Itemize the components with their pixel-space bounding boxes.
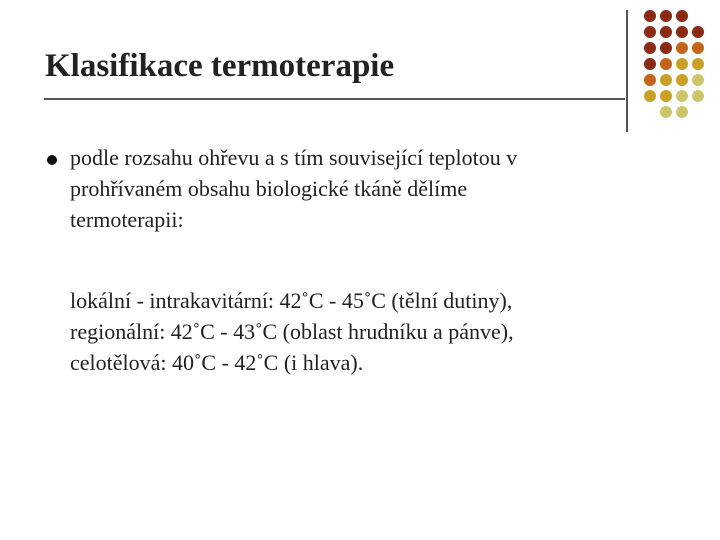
decor-dot: [692, 26, 704, 38]
decor-dot: [676, 90, 688, 102]
decor-dot: [692, 58, 704, 70]
decor-dot: [660, 42, 672, 54]
decor-dot: [644, 42, 656, 54]
bullet-paragraph: [70, 142, 670, 235]
decor-dot: [660, 74, 672, 86]
decor-dot: [692, 74, 704, 86]
decor-dot: [676, 10, 688, 22]
decor-dot: [660, 26, 672, 38]
slide-title: Klasifikace termoterapie: [45, 48, 395, 84]
decor-dot: [676, 106, 688, 118]
decor-dot: [644, 10, 656, 22]
text-line: celotělová: 40˚C - 42˚C (i hlava).: [70, 350, 364, 375]
decor-dot: [644, 74, 656, 86]
decor-dot: [660, 106, 672, 118]
decor-dot: [676, 42, 688, 54]
decor-dot: [660, 90, 672, 102]
title-underline: [44, 98, 625, 100]
bullet-icon: [47, 155, 57, 165]
text-line: prohřívaném obsahu biologické tkáně dělíme: [70, 176, 468, 201]
decor-dot: [644, 26, 656, 38]
decor-dot: [676, 58, 688, 70]
vertical-divider: [626, 10, 628, 132]
text-line: podle rozsahu ohřevu a s tím související teplotou v: [70, 145, 518, 170]
decor-dot: [644, 58, 656, 70]
decor-dot: [644, 90, 656, 102]
text-line: regionální: 42˚C - 43˚C (oblast hrudníku a pánve),: [70, 319, 514, 344]
decor-dot: [660, 58, 672, 70]
decor-dot: [676, 74, 688, 86]
decor-dot: [676, 26, 688, 38]
decor-dot: [660, 10, 672, 22]
decor-dot: [692, 42, 704, 54]
text-line: termoterapii:: [70, 207, 184, 232]
text-line: lokální - intrakavitární: 42˚C - 45˚C (tělní dutiny),: [70, 288, 513, 313]
detail-paragraph: [70, 285, 690, 378]
decor-dot: [692, 90, 704, 102]
